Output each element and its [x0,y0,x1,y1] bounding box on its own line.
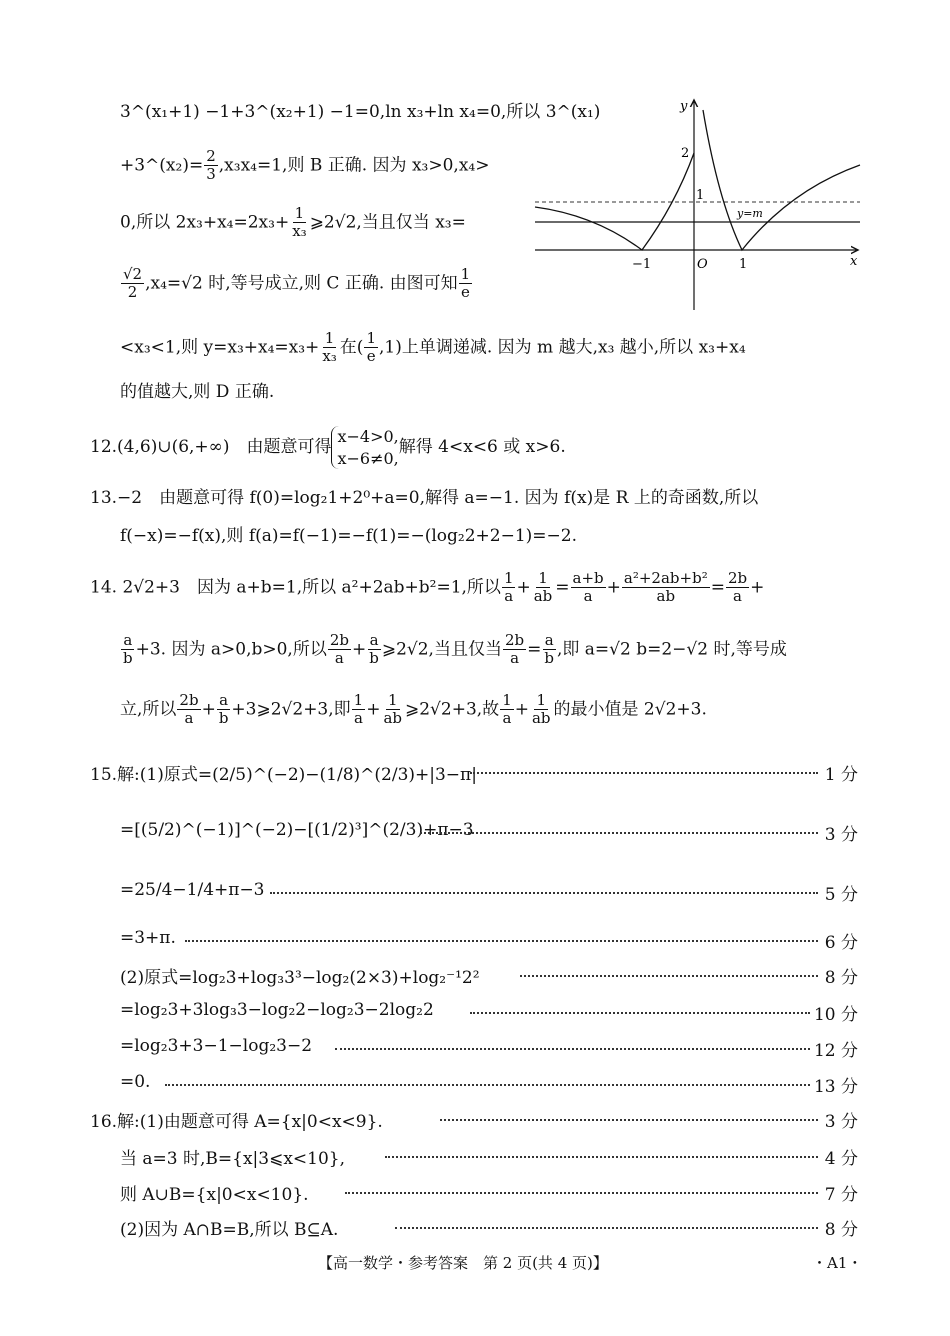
fraction: $\frac{1}{ab}$ [531,691,551,728]
row-text: (2)因为 A∩B=B,所以 B⊆A. [120,1220,339,1240]
score-row [0,880,950,904]
row-points: 12 分 [813,1041,858,1061]
fraction: $\frac{2b}{a}$ [504,631,525,668]
p13-line1: 13.−2 由题意可得 f(0)=log₂1+2⁰+a=0,解得 a=−1. 因为 f(x)是 R 上的奇函数,所以 [90,488,759,508]
row-points: 7 分 [824,1185,858,1205]
p11-line5-a: <x₃<1,则 y=x₃+x₄=x₃+ [120,337,320,358]
fraction: $\frac{a}{b}$ [123,631,133,668]
p14-line2-c: ,即 a=√2 b=2−√2 时,等号成 [556,639,787,660]
p14-line3 [120,692,707,728]
row-points: 5 分 [824,885,858,905]
equals-sign: = [710,577,725,598]
p11-line5 [120,330,746,366]
p12-case2: x−6≠0, [337,448,399,468]
origin-label: O [697,257,708,272]
equals-sign: = [527,639,542,660]
fraction: $\frac{2b}{a}$ [329,631,349,668]
row-points: 13 分 [813,1077,858,1097]
row-text: =[(5/2)^(−1)]^(−2)−[(1/2)³]^(2/3)+π−3 [120,820,474,840]
score-row [0,1107,950,1131]
score-row [0,963,950,987]
plus-sign: + [201,699,216,720]
p11-line6: 的值越大,则 D 正确. [120,382,275,402]
x-axis-label: x [850,254,858,269]
fraction: $\frac{2}{3}$ [206,147,216,184]
curve-left [535,153,694,250]
y-tick-2: 2 [681,146,690,161]
row-points: 8 分 [824,1220,858,1240]
row-points: 3 分 [824,825,858,845]
row-text: =log₂3+3log₃3−log₂2−log₂3−2log₂2 [120,1000,434,1020]
fraction: $\frac{a}{b}$ [369,631,379,668]
case-brace [331,426,398,469]
fraction: $\frac{1}{ab}$ [383,691,402,728]
score-row [0,1072,950,1096]
p14-line3-c: ⩾2√2+3,故 [405,699,500,720]
score-row [0,928,950,952]
p14-line1-a: 14. 2√2+3 因为 a+b=1,所以 a²+2ab+b²=1,所以 [90,577,501,598]
row-points: 10 分 [813,1005,858,1025]
fraction: $\frac{1}{\text{x₃}}$ [322,329,337,366]
p14-line2-b: ⩾2√2,当且仅当 [381,639,502,660]
row-text: =0. [120,1072,151,1092]
fraction: $\frac{1}{\text{x₃}}$ [292,204,307,241]
p11-line3 [120,205,466,241]
row-points: 3 分 [824,1112,858,1132]
p12-b: 解得 4<x<6 或 x>6. [398,437,566,458]
fraction: $\frac{a+b}{a}$ [572,569,604,606]
p14-line1 [90,570,764,606]
footer-title: 【高一数学・参考答案 第 2 页(共 4 页)】 [318,1254,608,1272]
row-text: 当 a=3 时,B={x|3⩽x<10}, [120,1149,346,1169]
p11-line4-a: ,x₄=√2 时,等号成立,则 C 正确. 由图可知 [145,273,458,294]
row-text: 则 A∪B={x|0<x<10}. [120,1185,309,1205]
row-points: 4 分 [824,1149,858,1169]
score-row [0,1144,950,1168]
p11-line4 [120,266,473,302]
score-row [0,820,950,844]
y-tick-1: 1 [696,188,705,203]
fraction: $\frac{1}{ab}$ [533,569,553,606]
row-points: 8 分 [824,968,858,988]
row-text: =25/4−1/4+π−3 [120,880,265,900]
equals-sign: = [555,577,570,598]
row-points: 6 分 [824,933,858,953]
p12-a: 12.(4,6)∪(6,+∞) 由题意可得 [90,437,332,458]
score-row [0,1000,950,1024]
p14-line2-a: +3. 因为 a>0,b>0,所以 [135,639,327,660]
p14-line3-a: 立,所以 [120,699,177,720]
score-row [0,1215,950,1239]
fraction: $\frac{\text{a²+2ab+b²}}{ab}$ [623,569,708,606]
p11-line2-a: +3^(x₂)= [120,155,204,176]
row-text: 15.解:(1)原式=(2/5)^(−2)−(1/8)^(2/3)+|3−π| [90,765,477,785]
fraction: $\frac{2b}{a}$ [179,691,199,728]
fraction: $\frac{1}{a}$ [353,691,364,728]
row-text: (2)原式=log₂3+log₃3³−log₂(2×3)+log₂⁻¹2² [120,968,480,988]
p11-line1: 3^(x₁+1) −1+3^(x₂+1) −1=0,ln x₃+ln x₄=0,所以 3^(x₁) [120,102,601,122]
fraction: $\frac{a}{b}$ [218,691,229,728]
p11-line5-b: 在( [339,337,364,358]
p11-line3-a: 0,所以 2x₃+x₄=2x₃+ [120,212,290,233]
fraction: $\frac{2b}{a}$ [727,569,748,606]
footer-code: ・A1・ [812,1254,863,1272]
fraction: $\frac{a}{b}$ [544,631,554,668]
fraction: $\frac{1}{e}$ [366,329,376,366]
p13-line2: f(−x)=−f(x),则 f(a)=f(−1)=−f(1)=−(log₂2+2−1)=−2. [120,526,578,546]
plus-sign: + [750,577,765,598]
row-text: =log₂3+3−1−log₂3−2 [120,1036,313,1056]
plus-sign: + [366,699,381,720]
score-row [0,1036,950,1060]
p12-case1: x−4>0, [337,427,399,446]
p11-line3-b: ⩾2√2,当且仅当 x₃= [309,212,466,233]
fraction: $\frac{1}{a}$ [503,569,514,606]
plus-sign: + [351,639,367,660]
fraction: $\frac{√2}{2}$ [123,265,143,302]
p14-line3-b: +3⩾2√2+3,即 [231,699,351,720]
p14-line3-d: 的最小值是 2√2+3. [553,699,707,720]
fraction: $\frac{1}{e}$ [460,265,471,302]
score-row [0,1180,950,1204]
fraction: $\frac{1}{a}$ [502,691,512,728]
p12 [90,426,566,469]
row-text: 16.解:(1)由题意可得 A={x|0<x<9}. [90,1112,383,1132]
x-tick-neg1: −1 [632,257,652,272]
plus-sign: + [606,577,621,598]
p11-line2-b: ,x₃x₄=1,则 B 正确. 因为 x₃>0,x₄> [218,155,490,176]
p11-line2 [120,148,489,184]
curve-right [703,110,860,250]
row-text: =3+π. [120,928,176,948]
line-label: y=m [737,207,763,220]
p11-line5-c: ,1)上单调递减. 因为 m 越大,x₃ 越小,所以 x₃+x₄ [378,337,746,358]
x-tick-1: 1 [739,257,748,272]
p14-line2 [120,632,787,668]
row-points: 1 分 [824,765,858,785]
score-row [0,760,950,784]
y-axis-label: y [680,99,688,114]
plus-sign: + [514,699,529,720]
plus-sign: + [516,577,531,598]
